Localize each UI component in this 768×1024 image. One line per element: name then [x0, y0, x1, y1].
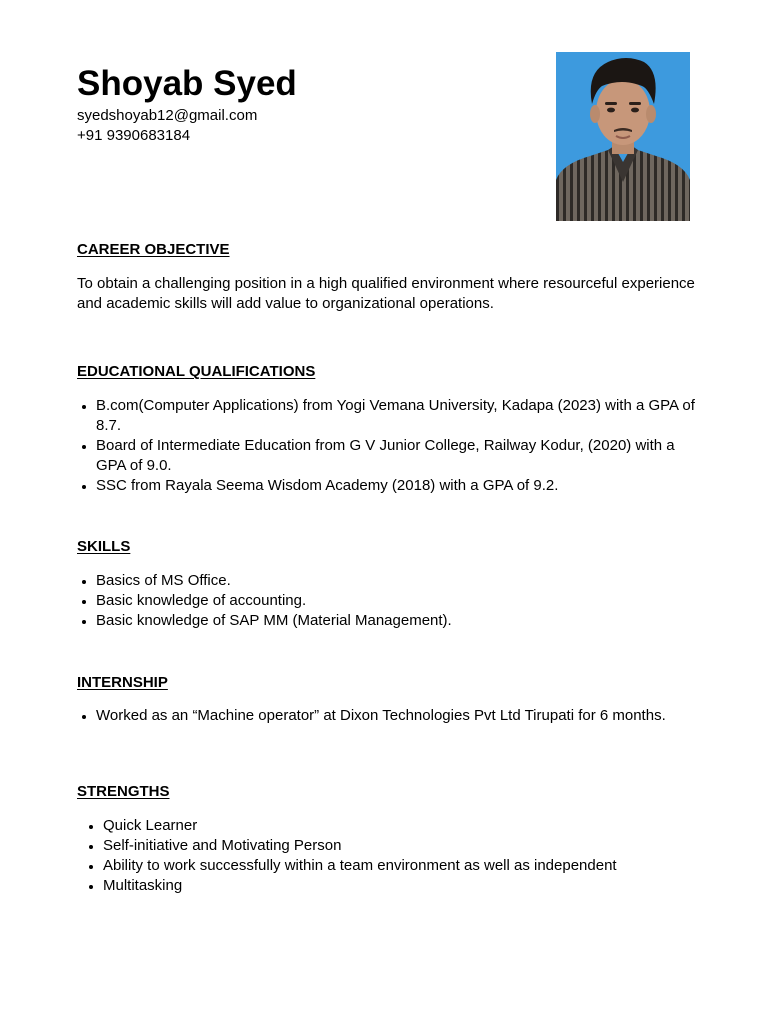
- internship-list: [77, 706, 697, 726]
- list-item: B.com(Computer Applications) from Yogi Vemana University, Kadapa (2023) with a GPA of 8.7.: [77, 396, 697, 436]
- career-objective-text: To obtain a challenging position in a high qualified environment where resourceful experience and academic skills will add value to organizational operations.: [77, 275, 695, 312]
- skills-list: [77, 571, 697, 631]
- list-item: Ability to work successfully within a team environment as well as independent: [84, 856, 704, 876]
- education-heading: EDUCATIONAL QUALIFICATIONS: [77, 363, 316, 380]
- strengths-list: [84, 816, 704, 896]
- phone-text: +91 9390683184: [77, 127, 191, 144]
- list-item: Basic knowledge of SAP MM (Material Management).: [77, 611, 697, 631]
- strengths-heading: STRENGTHS: [77, 783, 170, 800]
- list-item: Basic knowledge of accounting.: [77, 591, 697, 611]
- career-objective-heading: CAREER OBJECTIVE: [77, 241, 230, 258]
- list-item: Worked as an “Machine operator” at Dixon Technologies Pvt Ltd Tirupati for 6 months.: [77, 706, 697, 726]
- list-item: Self-initiative and Motivating Person: [84, 836, 704, 856]
- skills-heading: SKILLS: [77, 538, 131, 555]
- education-list: [77, 396, 697, 496]
- list-item: Quick Learner: [84, 816, 704, 836]
- list-item: Basics of MS Office.: [77, 571, 697, 591]
- internship-heading: INTERNSHIP: [77, 674, 168, 691]
- list-item: Multitasking: [84, 876, 704, 896]
- list-item: SSC from Rayala Seema Wisdom Academy (2018) with a GPA of 9.2.: [77, 476, 697, 496]
- profile-photo-illustration: [556, 52, 690, 221]
- list-item: Board of Intermediate Education from G V Junior College, Railway Kodur, (2020) with a GPA of 9.0.: [77, 436, 697, 476]
- email-text: syedshoyab12@gmail.com: [77, 107, 258, 124]
- candidate-name: Shoyab Syed: [77, 64, 297, 103]
- profile-photo: [556, 52, 690, 221]
